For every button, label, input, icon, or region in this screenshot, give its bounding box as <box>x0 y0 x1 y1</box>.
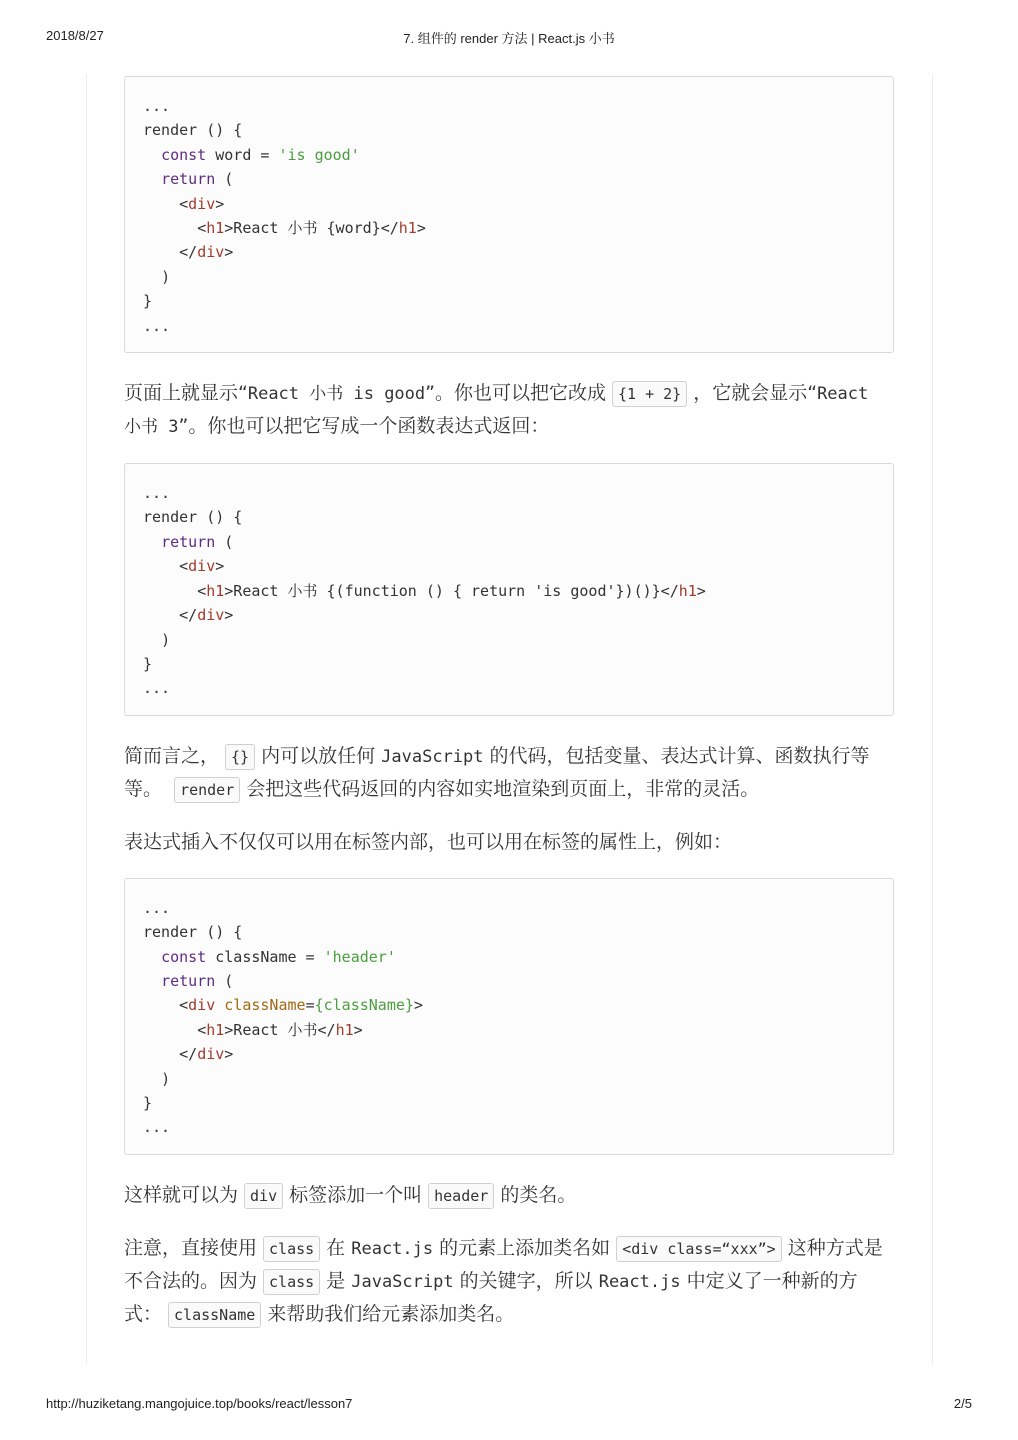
code-keyword: return <box>161 170 216 189</box>
code-tag: h1 <box>206 1020 225 1039</box>
code-block-render-function <box>124 463 894 716</box>
code-punct: > <box>224 243 234 262</box>
code-line: } <box>143 292 153 311</box>
code-text: className = <box>206 947 324 966</box>
code-string: 'header' <box>323 947 396 966</box>
code-keyword: const <box>161 145 207 164</box>
inline-code: header <box>428 1183 494 1209</box>
text: 的关键字，所以 <box>459 1269 593 1292</box>
code-punct: > <box>215 557 225 576</box>
paragraph-class-note <box>124 1232 894 1331</box>
text: 来帮助我们给元素添加类名。 <box>267 1302 515 1325</box>
paragraph-summary <box>124 740 894 806</box>
inline-code: className <box>168 1302 261 1328</box>
code-tag: h1 <box>335 1020 354 1039</box>
inline-code: {} <box>225 744 255 770</box>
code-tag: h1 <box>206 581 225 600</box>
text: 的元素上添加类名如 <box>439 1236 611 1259</box>
code-text: word = <box>206 145 279 164</box>
code-punct: = <box>305 996 315 1015</box>
text: 在 <box>326 1236 346 1259</box>
text: 注意，直接使用 <box>124 1236 258 1259</box>
code-line: ... <box>143 1118 171 1137</box>
code-punct: < <box>179 996 189 1015</box>
code-tag: h1 <box>206 219 225 238</box>
code-keyword: return <box>161 971 216 990</box>
print-date: 2018/8/27 <box>46 28 104 43</box>
text: 表达式插入不仅仅可以用在标签内部，也可以用在标签的属性上，例如： <box>124 830 733 853</box>
code-tag: div <box>188 557 216 576</box>
code-line: } <box>143 654 153 673</box>
code-text: ( <box>215 170 234 189</box>
code-line: ) <box>161 630 171 649</box>
inline-code: render <box>174 777 240 803</box>
code-punct: < <box>197 219 207 238</box>
mono-text: React 小书 is good <box>247 384 426 405</box>
code-punct: > <box>224 1045 234 1064</box>
code-punct: > <box>353 1020 363 1039</box>
code-text <box>143 481 875 701</box>
print-footer <box>46 1396 972 1416</box>
text: ”。你也可以把它改成 <box>425 382 606 405</box>
text: 内可以放任何 <box>261 744 376 767</box>
text: 页面上就显示“ <box>124 382 248 405</box>
inline-code: {1 + 2} <box>612 381 687 407</box>
text: 的代码，包括变量、表达式计算、函数执行等等。 <box>124 744 870 800</box>
code-attr: className <box>215 996 306 1015</box>
text: 的类名。 <box>500 1183 577 1206</box>
code-block-classname <box>124 878 894 1155</box>
code-punct: < <box>197 1020 207 1039</box>
code-text: >React 小书 {word}</ <box>224 219 399 238</box>
code-text: >React 小书</ <box>224 1020 336 1039</box>
code-punct: </ <box>179 606 198 625</box>
code-text: >React 小书 {(function () { return 'is good'})()}</ <box>224 581 679 600</box>
paragraph-attribute-intro <box>124 826 894 858</box>
code-line: ... <box>143 316 171 335</box>
code-text <box>143 896 875 1140</box>
code-tag: div <box>197 606 225 625</box>
code-text <box>143 94 875 338</box>
code-punct: < <box>179 557 189 576</box>
print-page-number: 2/5 <box>953 1396 972 1411</box>
mono-text: React 小书 3 <box>124 384 869 438</box>
code-tag: div <box>197 1045 225 1064</box>
code-tag: h1 <box>678 581 697 600</box>
inline-code: <div class=“xxx”> <box>616 1236 782 1262</box>
code-block-render-word <box>124 76 894 353</box>
text: 这种方式是不合法的。因为 <box>124 1236 883 1292</box>
code-line: ) <box>161 1069 171 1088</box>
mono-text: JavaScript <box>351 1271 454 1292</box>
text: 这样就可以为 <box>124 1183 239 1206</box>
mono-text: JavaScript <box>381 746 484 767</box>
code-punct: > <box>215 194 225 213</box>
code-punct: > <box>224 606 234 625</box>
code-text: ( <box>215 532 234 551</box>
paragraph-classname-result <box>124 1179 894 1212</box>
code-keyword: return <box>161 532 216 551</box>
print-title: 7. 组件的 render 方法 | React.js 小书 <box>403 31 615 46</box>
code-string: 'is good' <box>278 145 360 164</box>
text: 简而言之， <box>124 744 220 767</box>
paragraph-display-result <box>124 377 894 443</box>
code-line: ... <box>143 97 171 115</box>
code-line: ... <box>143 484 171 503</box>
code-text: ( <box>215 971 234 990</box>
print-url: http://huziketang.mangojuice.top/books/react/lesson7 <box>46 1396 353 1411</box>
code-tag: div <box>188 194 216 213</box>
inline-code: class <box>263 1269 320 1295</box>
code-keyword: const <box>161 947 207 966</box>
print-header <box>46 28 972 48</box>
inline-code: class <box>263 1236 320 1262</box>
page-border-left <box>86 74 87 1364</box>
code-string: {className} <box>314 996 414 1015</box>
text: ”。你也可以把它写成一个函数表达式返回： <box>178 415 550 438</box>
code-line: ... <box>143 898 171 917</box>
code-punct: </ <box>179 1045 198 1064</box>
code-punct: > <box>696 581 706 600</box>
code-tag: h1 <box>398 219 417 238</box>
text: 标签添加一个叫 <box>289 1183 423 1206</box>
code-line: render () { <box>143 923 243 942</box>
code-punct: < <box>197 581 207 600</box>
mono-text: React.js <box>598 1271 681 1292</box>
code-line: ) <box>161 267 171 286</box>
text: 是 <box>326 1269 346 1292</box>
text: 中定义了一种新的方式： <box>124 1269 858 1325</box>
code-tag: div <box>188 996 216 1015</box>
code-line: render () { <box>143 508 243 527</box>
code-punct: < <box>179 194 189 213</box>
text: 会把这些代码返回的内容如实地渲染到页面上，非常的灵活。 <box>246 777 760 800</box>
code-line: } <box>143 1093 153 1112</box>
text: ，它就会显示“ <box>693 382 818 405</box>
page-border-right <box>932 74 933 1364</box>
code-punct: </ <box>179 243 198 262</box>
code-line: render () { <box>143 121 243 140</box>
article-content <box>124 76 894 1351</box>
inline-code: div <box>244 1183 283 1209</box>
mono-text: React.js <box>351 1238 434 1259</box>
code-punct: > <box>416 219 426 238</box>
code-punct: > <box>413 996 423 1015</box>
code-tag: div <box>197 243 225 262</box>
code-line: ... <box>143 679 171 698</box>
